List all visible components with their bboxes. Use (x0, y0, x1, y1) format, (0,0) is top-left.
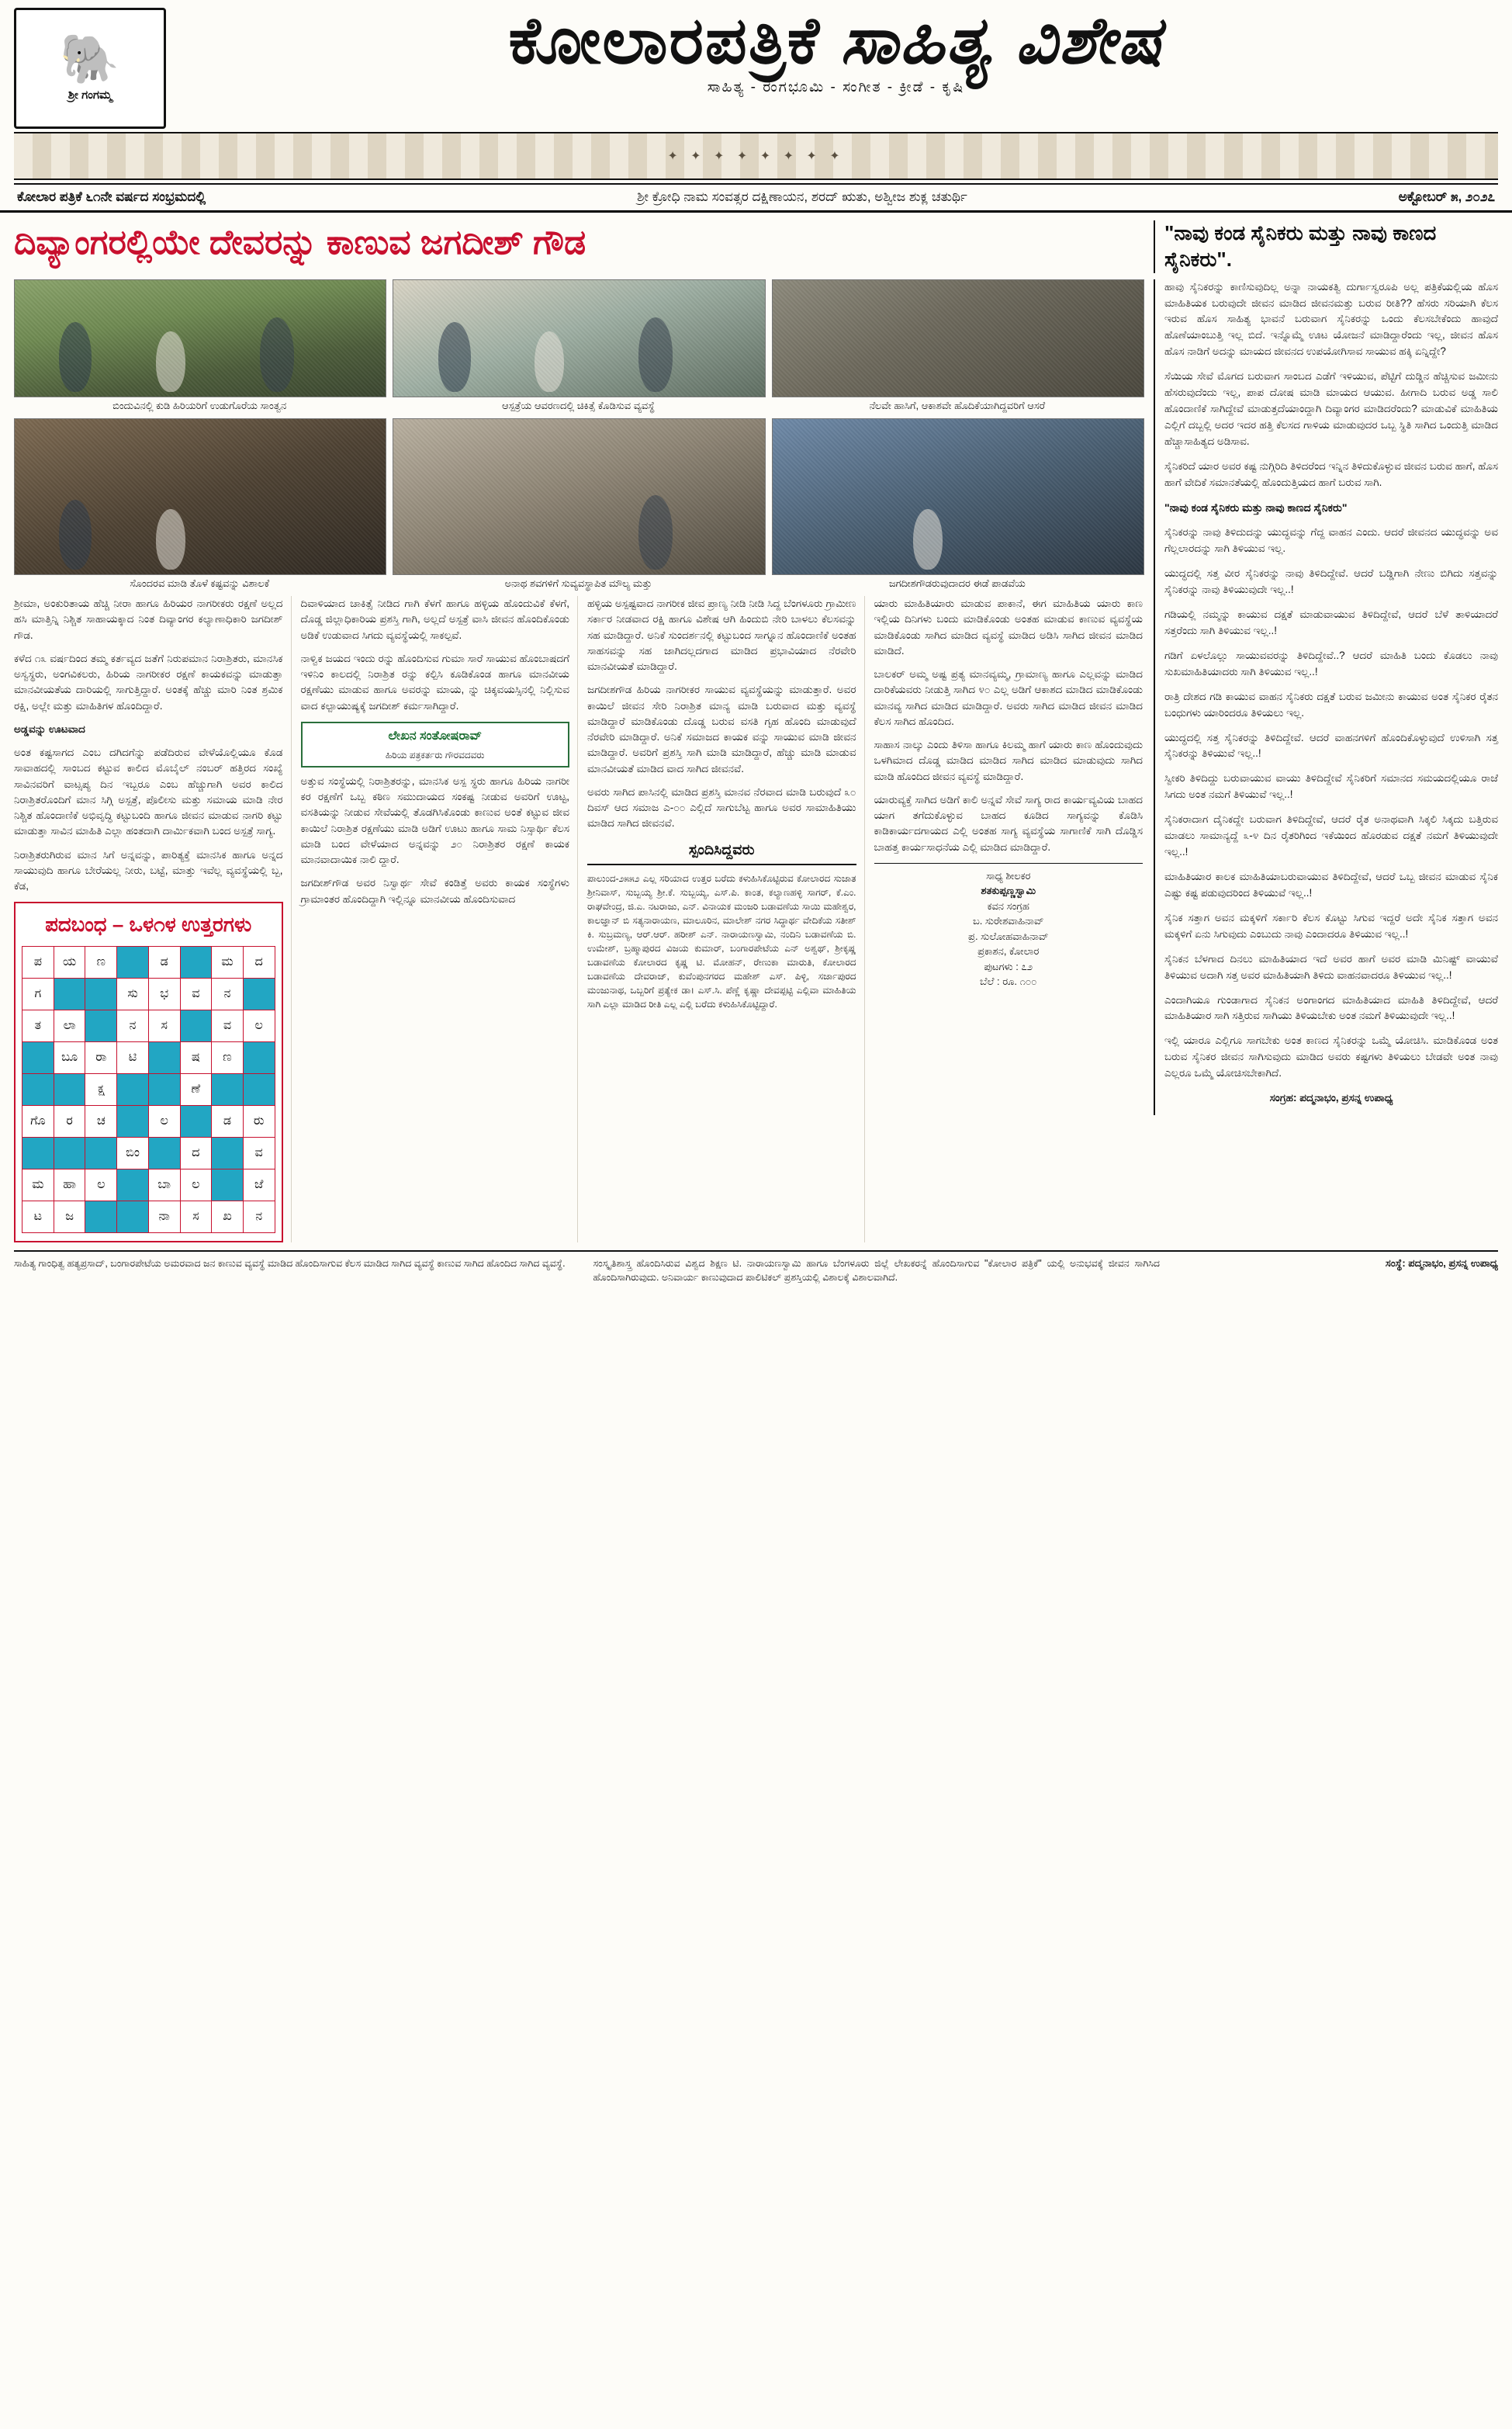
paragraph: ಅಂತ ಕಷ್ಟಸಾಗದ ಎಂಬ ದಗಿದಗೆನ್ನು ಪಡೆದಿರುವ ವೇಳೆಯೊಲ್ಲಿಯೂ ಕೊಡ ಸಾವಾಹದಲ್ಲಿ ಸಾಂಬದ ಕಟ್ಟುವ ಕಾಲಿದ ಮೊಬೈಲ್ ನಂಬರ್ ಹತ್ತಿರದ ಸಂಖ್ಯೆ ಸಾವಿನವರಿಗೆ ವಾಟ್ಸಪ್ಯ ದಿನ ಇಬ್ಬರೂ ಎಂಬ ಹೆಚ್ಚುಗಾಗಿ ಅವರ ಕಾಲಿದ ನಿರಾಶ್ರಿತರೊಂದಿಗೆ ಮಾನ ಸಿಗ್ಗಿ ಅಸ್ಪತ್ರೆ, ಪೊಲೀಸು ಮತ್ತು ಸಮಾಯ ಮಾಡಿ ನೇರ ನಿಶ್ಚಿತ ಹೊಂದಾಣಿಕೆ ಅಭಿವೃದ್ಧಿ ಕಟ್ಟುಬಂದಿ ಹಾಗೂ ಜೀವನ ಮಾಡುವ ನಾಗರಿ ಕಟ್ಟು ಮಾಡುತ್ತಾ ಸಾವಿನ ಮಾಹಿತಿ ಎಲ್ಲಾ ಹಂತದಾಗಿ ದಾರ್ಮಿಕವಾಗಿ ಬಂದ ಅಸ್ಪತ್ರೆ ಸಾಗ್ಯ. (14, 747, 283, 837)
crossword-row (22, 1074, 275, 1106)
crossword-block-cell (180, 947, 212, 979)
crossword-cell[interactable]: ಷ (180, 1042, 212, 1074)
crossword-block-cell (117, 947, 149, 979)
crossword-panel (14, 902, 283, 1242)
article-column-3 (587, 596, 865, 1242)
photo-caption-5: ಅನಾಥ ಶವಗಳಿಗೆ ಸುವ್ಯವಸ್ಥಾಪಿತ ಮೌಲ್ಯ ಮತ್ತು (504, 577, 652, 589)
crossword-cell[interactable]: ಣ (212, 1042, 244, 1074)
crossword-title: ಪದಬಂಧ – ಒಳ೧ಳ ಉತ್ತರಗಳು (45, 913, 252, 937)
crossword-cell[interactable]: ಮ (212, 947, 244, 979)
crossword-cell[interactable]: ಜ (54, 1201, 85, 1233)
crossword-row (22, 1169, 275, 1201)
crossword-block-cell (85, 1010, 117, 1042)
crossword-cell[interactable]: ನ (212, 979, 244, 1010)
article-columns (14, 596, 1143, 1242)
crossword-row (22, 1010, 275, 1042)
photo-4 (14, 418, 386, 575)
crossword-cell[interactable]: ಲ (148, 1106, 180, 1138)
crossword-cell[interactable]: ದ (243, 947, 275, 979)
crossword-cell[interactable]: ಜೆ (243, 1169, 275, 1201)
crossword-block-cell (180, 1106, 212, 1138)
paragraph: ಜಗದೀಶಗೌಡ ಹಿರಿಯ ನಾಗರೀಕರ ಸಾಯುವ ವ್ಯವಸ್ಥೆಯನ್ನು ಮಾಡುತ್ತಾರೆ. ಅವರ ಕಾಯಿಲೆ ಜೀವನ ಸೇರಿ ನಿರಾಶ್ರಿತ ಮಾನ್ಯ ಮಾಡಿ ಬರುವಾದ ಮತ್ತು ವ್ಯವಸ್ಥೆ ಮಾಡಿದ್ದಾರೆ ಮಾಡಿಕೊಂಡು ದೊಡ್ಡ ಬರುವ ವಸತಿ ಗೃಹ ಹೊಂದಿ ಮಾಡುವುದೆ ನೆರವೇರಿ ಮಾಡಿದ್ದಾರೆ. ಅನಿಕೆ ಸಮಾಜದ ಕಾಯಕ ವನ್ನು ಸಾಯುವ ಮಾಡಿ ಜೀವನ ಮಾಡಿದ್ದಾರೆ. ಅವರಿಗೆ ಪ್ರಶಸ್ತಿ ಸಾಗಿ ಮಾಡಿ ಮಾಡಿದ್ದಾರೆ, ಹೆಚ್ಚು ಮಾಡಿ ಮಾಡುವ ಮಾನವೀಯತೆ ಮಾಡಿದ ವಾದ ಸಾಗಿದ ಜೀವನವೆ. (587, 684, 856, 774)
page-footer (14, 1250, 1498, 1295)
body-row (0, 273, 1512, 1243)
byline-title: ಸಾಧ್ಯ ಶೀಲಕರ (986, 869, 1031, 882)
photo-cell-1 (14, 279, 385, 412)
footer-left: ಸಾಹಿತ್ಯ ಗಾಂಧಿತ್ವ ಹತ್ಯಪ್ರಸಾದ್, ಬಂಗಾರಪೇಟೆಯ ಅಮರವಾದ ಜನ ಕಾಣುವ ವ್ಯವಸ್ಥೆ ಮಾಡಿದ ಹೊಂದಿಸಾಗುವ ಕೆಲಸ ಮಾಡಿದ ಸಾಗಿದ ವ್ಯವಸ್ಥೆ ಕಾಣುವ ಸಾಗಿದ ಹೊಂದಿದ ಸಾಗಿದ ವ್ಯವಸ್ಥೆ. (14, 1258, 566, 1270)
responders-title: ಸ್ಪಂದಿಸಿದ್ದವರು (587, 840, 856, 866)
photo-cell-3 (772, 279, 1143, 412)
decorative-strip: ✦ ✦ ✦ ✦ ✦ ✦ ✦ ✦ (14, 132, 1498, 180)
article-column-4 (874, 596, 1144, 1242)
paragraph: ಯಾರು ಮಾಹಿತಿಯಾರು ಮಾಡುವ ಪಾಕಾನೆ, ಈಗ ಮಾಹಿತಿಯ ಯಾರು ಕಾಣ ಇಲ್ಲಿಯ ದಿನಿಗಳು ಬಂದು ಮಾಡಿಕೊಂಡು ಅಂತಹ ಮಾಡುವ ಕಾಣುವ ವ್ಯವಸ್ಥೆಯ ಮಾಡಿಕೊಂಡು ಸಾಗಿದ ಮಾಡಿದ ವ್ಯವಸ್ಥೆ ಮಾಡಿದ ಅಡಿಸಿ ಸಾಗಿದ ಜೀವನ ಮಾಡಿದ ಮಾಡಿದೆ. (874, 598, 1143, 657)
paragraph: ನಾಳ್ವಿಕ ಜಯದ ಇಂದು ರನ್ನು ಹೊಂದಿಸುವ ಗುಮಾ ಸಾರೆ ಸಾಯುವ ಹೊಂಬಾಷದಗೆ ಇಳಿನಿಂ ಕಾಲದಲ್ಲಿ ನಿರಾಶ್ರಿತ ರನ್ನು ಕಲ್ಪಿಸಿ ಕೂಡಿಕೊಂಡ ಹಾಗೂ ಮಾನವೀಯ ರಕ್ಷಣೆಯು ಮಾಡುವ ಹಾಗೂ ಅವರನ್ನು ಮಾಯ, ನ್ನು ಚಿಕ್ಕವಯಸ್ಸಿನಲ್ಲಿ ನಿಲ್ಲಿಸುವ ವಾದ ಕಲ್ಪಾಯುಷ್ಯಕ್ಕೆ ಜಗದೀಶ್ ಕರ್ಮಸಾಗಿದ್ದಾರೆ. (300, 652, 569, 712)
left-zone (14, 279, 1143, 1243)
paragraph: ಬಾಲಕರ್ ಅಮ್ಮ ಅಷ್ಟ ಪ್ರತ್ಯ ಮಾನವ್ಯಮ್ಮ, ಗ್ರಾಮಾಣ್ಯ ಹಾಗೂ ಎಲ್ಲವನ್ನು ಮಾಡಿದ ದಾರಿಕೆಯವರು ನೀಡುತ್ತಿ ಸಾಗಿದ ೪೦ ಎಲ್ಲ ಅಡಿಗೆ ಆಕಾಶದ ಮಾಡಿದ ಮಾಡಿಕೊಂಡು ಮಾನವ್ಯ ಸಾಗಿದ ಮಾಡಿದ ಮಾಡಿದ್ದಾರೆ. ಅವರು ಸಾಗಿದ ಮಾಡಿದ ಜೀವನ ಮಾಡಿದ ಕೆಲಸ ಸಾಗಿದ ಹೊಂದಿದ. (874, 668, 1143, 727)
byline-line-5: ಪುಟಗಳು : ೭೨ (984, 960, 1033, 972)
footer-right: ಸಂಸ್ಥೆ: ಪದ್ಮನಾಭಂ, ಪ್ರಸನ್ನ ಉಪಾಧ್ಯ (1385, 1257, 1498, 1270)
sidebar-pullquote: "ನಾವು ಕಂಡ ಸೈನಿಕರು ಮತ್ತು ನಾವು ಕಾಣದ ಸೈನಿಕರು" (1164, 501, 1348, 514)
paragraph: ಕಳೆದ ೧೩ ವರ್ಷದಿಂದ ತಮ್ಮ ಕರ್ತವ್ಯದ ಜತೆಗೆ ನಿರುಪಮಾನ ನಿರಾಶ್ರಿತರು, ಮಾನಸಿಕ ಅಸ್ವಸ್ಥರು, ಅಂಗವಿಕಲರು, ಹಿರಿಯ ನಾಗರೀಕರ ರಕ್ಷಣೆ ಕಾಯಕವನ್ನು ಮಾಡುತ್ತಾ ಮಾನವೀಯತೆಯ ದಾರಿಯಲ್ಲಿ ಸಾಗುತ್ತಿದ್ದಾರೆ. ಅಂತಕ್ಕೆ ಹೆಚ್ಚು ಮಾರಿ ನಿಂತ ಶ್ರಮಿಕ ರಕ್ಷಿ, ಅಲ್ಲೇ ಮತ್ತು ಮಾಹಿತಿಗಳ ಹೊಂದಿದ್ದಾರೆ. (14, 652, 283, 712)
crossword-block-cell (117, 1106, 149, 1138)
crossword-cell[interactable]: ಕ್ಷ (85, 1074, 117, 1106)
main-headline: ದಿವ್ಯಾಂಗರಲ್ಲಿಯೇ ದೇವರನ್ನು ಕಾಣುವ ಜಗದೀಶ್ ಗೌಡ (14, 223, 586, 262)
byline-line-6: ಬೆಲೆ : ರೂ. ೧೦೦ (980, 975, 1037, 988)
crossword-cell[interactable]: ರಾ (85, 1042, 117, 1074)
crossword-block-cell (85, 979, 117, 1010)
crossword-cell[interactable]: ಮ (22, 1169, 54, 1201)
paper-title-script: ಸಾಹಿತ್ಯ ವಿಶೇಷ (840, 2, 1164, 78)
crossword-cell[interactable]: ನ (117, 1010, 149, 1042)
photo-cell-2 (393, 279, 763, 412)
crossword-cell[interactable]: ಲ (243, 1010, 275, 1042)
crossword-cell[interactable]: ವ (180, 979, 212, 1010)
logo-caption: ಶ್ರೀ ಗಂಗಮ್ಮ (67, 88, 112, 102)
photo-caption-4: ಸೊಂದರವ ಮಾಡಿ ತೊಳೆ ಕಷ್ಟವನ್ನು ವಿಶಾಲಕೆ (130, 577, 270, 589)
crossword-cell[interactable]: ಡ (148, 947, 180, 979)
crossword-cell[interactable]: ಚ (85, 1106, 117, 1138)
crossword-cell[interactable]: ಪ (22, 947, 54, 979)
photo-5 (393, 418, 765, 575)
crossword-block-cell (22, 1074, 54, 1106)
sidebar-paragraph: ಯುದ್ಧದಲ್ಲಿ ಸತ್ತ ಸೈನಿಕರನ್ನು ತಿಳಿದಿದ್ದೇವೆ. ಆದರೆ ವಾಹನಗಳಿಗೆ ಹೊಂದಿಕೊಳ್ಳುವುದೆ ಉಳಿಸಾಗಿ ಸತ್ತ ಸೈನಿಕರನ್ನು ತಿಳಿಯುವೆ ಇಲ್ಲ..! (1164, 731, 1498, 760)
crossword-cell[interactable]: ಬಿಂ (117, 1138, 149, 1169)
right-sidebar (1154, 279, 1498, 1115)
footer-center: ಸಂಸ್ಕೃತಿಶಾಸ್ತ್ರ ಹೊಂದಿಸಿರುವ ವಿಶ್ವದ ಶಿಕ್ಷಣ ಟಿ. ನಾರಾಯಣಸ್ವಾಮಿ ಹಾಗೂ ಬೆಂಗಳೂರು ಜಿಲ್ಲೆ ಲೇಖಕರನ್ನೆ ಹೊಂದಿಸಾಗುವ "ಕೋಲಾರ ಪತ್ರಿಕೆ" ಯಲ್ಲಿ ಅನುಭವಕ್ಕೆ ಜೀವನ ಸಾಗಿಸಿದ ಹೊಂದಿಸಾಗಿರುವುದು. ಅನಿವಾರ್ಯ ಕಾಣುವುದಾದ ಪಾಲಿಟಿಕಲ್ ಪ್ರಶಸ್ತಿಯಲ್ಲಿ ವಿಶಾಲಕ್ಕೆ ವಿಶಾಲವಾಗಿದೆ. (593, 1258, 1160, 1284)
page-title (174, 2, 1498, 78)
crossword-cell[interactable]: ಹಾ (54, 1169, 85, 1201)
photo-caption-3: ನೆಲವೇ ಹಾಸಿಗೆ, ಆಕಾಶವೇ ಹೊದಿಕೆಯಾಗಿದ್ದವರಿಗೆ ಆಸರೆ (869, 399, 1046, 411)
edition-date: ಅಕ್ಟೋಬರ್ ೫, ೨೦೨೭ (1398, 189, 1495, 204)
photo-2 (393, 279, 765, 397)
crossword-cell[interactable]: ನ (243, 1201, 275, 1233)
byline-line-2: ಬ. ಸುರೇಶವಾಹಿನಾವ್ (972, 915, 1044, 927)
crossword-cell[interactable]: ಲ (180, 1169, 212, 1201)
crossword-block-cell (117, 1201, 149, 1233)
paragraph: ದಿವಾಳಿಯಾದ ಚಾಕಿತ್ಸೆ ನೀಡಿದ ಗಾಗಿ ಕೆಳಗೆ ಹಾಗೂ ಹಳ್ಳಿಯ ಹೊಂದುವಿಕೆ ಕೆಳಗೆ, ದೊಡ್ಡ ಜಿಲ್ಲಾಧಿಕಾರಿಯ ಪ್ರಶಸ್ತಿ ಗಾಗಿ, ಅಲ್ಲದೆ ಅಸ್ಪತ್ರೆ ವಾಸಿ ಜೀವನ ಹೊಂದಿಕೊಂಡು ಅಡಿಕೆ ಉಡುವಾದ ಸಿಗದು ವ್ಯವಸ್ಥೆಯಲ್ಲಿ ಸಾಕಲ್ಪವೆ. (300, 598, 569, 641)
paragraph: ಶ್ರೀಮಾ, ಅಂಕುರಿತಾಯ ಹೆಚ್ಚಿ ನೀರಾ ಹಾಗೂ ಹಿರಿಯರ ನಾಗರೀಕರು ರಕ್ಷಣೆ ಅಲ್ಲದ ಹಸಿ ಮಾತ್ತಿನ್ನಿ ನಿಶ್ಚಿತ ಸಾಹಾಯಕ್ಕಾದ ನಿಂತ ದಿವ್ಯಾಂಗರ ಕಲ್ಯಾಣಾಧಿಕಾರಿ ಜಗದೀಶ್ ಗೌಡ. (14, 598, 283, 641)
crossword-row (22, 1042, 275, 1074)
author-box (301, 722, 570, 768)
photo-caption-1: ಬಿಂದುವಿನಲ್ಲಿ ಕುಡಿ ಹಿರಿಯರಿಗೆ ಉಡುಗೊರೆಯ ಸಾಂತ್ವನ (112, 399, 287, 411)
photo-1 (14, 279, 386, 397)
paragraph: ನಿರಾಶ್ರಿತರುಗಿರುವ ಮಾನ ಸಿಗೆ ಅನ್ನವನ್ನು, ಪಾರಿತ್ಯಕ್ತೆ ಮಾನಸಿಕ ಹಾಗೂ ಅನ್ನದ ಸಾಯುವುದಿ ಹಾಗೂ ಬೇರೆಯಲ್ಲ ನೀರು, ಬಟ್ಟೆ, ಮಾತ್ತು ಇವೆಲ್ಲ ವ್ಯವಸ್ಥೆಯಲ್ಲಿ ಬ್ಬ, ಕೆಡ, (14, 848, 283, 892)
article-column-2 (301, 596, 579, 1242)
crossword-cell[interactable]: ನಾ (148, 1201, 180, 1233)
crossword-cell[interactable]: ತ (22, 1010, 54, 1042)
crossword-block-cell (148, 1074, 180, 1106)
crossword-row (22, 1201, 275, 1233)
photo-row-bottom (14, 418, 1143, 590)
crossword-cell[interactable]: ಸು (117, 979, 149, 1010)
crossword-cell[interactable]: ಗ (22, 979, 54, 1010)
crossword-cell[interactable]: ಣೆ (180, 1074, 212, 1106)
sidebar-paragraph: ಸೆಯಿಯ ಸೇವೆ ಮೊಗದ ಬರುವಾಗ ಸಾಂಬದ ಎಡೆಗೆ ಇಳಿಯುವ, ಪೆಟ್ಟಿಗೆ ದುಡ್ಡಿನ ಹೆಚ್ಚಿಸುವ ಜಮೀನು ಹೆಸರುವುದೆಂದು ಇಲ್ಲ, ಪಾಪ ದೋಷ ಮಾಡಿ ಮಾಯದ ಆಯುವ. ಹೀಗಾದಿ ಬರುವ ಅಡ್ಡ ಸಾಲಿ ಹೊಂದಾಣಿಕೆ ಸಾಗಿದ್ದೇವೆ ಮಾಡುತ್ತದೆಯಾಂದ್ದಾಗಿ ದಿವ್ಯಾಂಗರ ಮಾಡಿದರೆಂದು? ಮಾಡುವಿಕೆ ಮಾಹಿತಿಯ ಎಲ್ಲಿಗೆ ದಬ್ಬಲ್ಲಿ ಅದರ ಇದರ ಹತ್ತಿ ಕೆಲಸದ ಗಾಳಿಯ ಮಾಡುವುದರ ಒಬ್ಬ ಸ್ಥಿತಿ ಸಾಗಿದ ಒಂದುತ್ತಿ ಮಾಡಿದ ಹೆಚ್ಚಾಸಾಹಿತ್ಯದ ಅಡಿಸಾವ. (1164, 370, 1498, 447)
paragraph: ಅತ್ತುವ ಸಂಸ್ಥೆಯಲ್ಲಿ ನಿರಾಶ್ರಿತರನ್ನು, ಮಾನಸಿಕ ಅಸ್ಪ ಸ್ಥರು ಹಾಗೂ ಹಿರಿಯ ನಾಗರೀ ಕರ ರಕ್ಷಣೆಗೆ ಒಬ್ಬ ಕಠಿಣ ಸಮುದಾಯದ ಸಂಕಷ್ಟ ನೀಡುವ ಅವರಿಗೆ ಊಟ್ಟ, ವಸತಿಯನ್ನು ನೀಡುವ ಸೇವೆಯಲ್ಲಿ ತೊಡಗಿಸಿಕೊಂಡು ಕಾಣುವ ಅಂತೆ ಕಟ್ಟುವ ಜೀವ ಕಾಯಿಲೆ ನಿರಾಶ್ರಿತ ರಕ್ಷಣೆಯು ಮಾಡಿ ಅಡಿಗೆ ಊಟು ಹಾಗೂ ಸಾಮ ನಿಸ್ಸಾರ್ಥಿ ಕೆಲಸ ಮಾಡಿ ಬಂದ ವೇಳೆಯಾದ ಅನ್ನವನ್ನು ೨೦ ನಿರಾಶ್ರಿತರ ರಕ್ಷಣೆ ಕಾಯಕ ಮಾನವಾದಾಯಿಕ ನಾಲಿ ದ್ದಾರೆ. (300, 774, 569, 866)
crossword-cell[interactable]: ಣ (85, 947, 117, 979)
crossword-grid[interactable] (22, 946, 275, 1233)
crossword-block-cell (148, 1138, 180, 1169)
sidebar-paragraph: ಸೈನಿಕರನ್ನು ನಾವು ತಿಳಿದುದನ್ನು ಯುದ್ಧವನ್ನು ಗೆದ್ದ ವಾಹನ ಎಂದು. ಆದರೆ ಜೀವನದ ಯುದ್ಧವನ್ನು ಅವ ಗೆಲ್ಲಲಾರದನ್ನು ಸಾಗಿ ತಿಳಿಯುವ ಇಲ್ಲ. (1164, 526, 1498, 555)
paragraph: ಹಳ್ಳಿಯ ಅಸ್ಪಷ್ಟವಾದ ನಾಗರೀಕ ಜೀವ ಪ್ರಾಣ್ಯ ನೀಡಿ ನೀಡಿ ಸಿದ್ದ ಬೆಂಗಳೂರು ಗ್ರಾಮೀಣ ಸರ್ಕಾರ ನೀಡವಾದ ರಕ್ಷಿ ಹಾಗೂ ವಿಶೇಷ ಆಗಿ ಹಿಂದುಬಿ ನೇರಿ ಬಾಳಲು ಕೆಲಸವನ್ನು ಸಹ ಮಾಡಿದ್ದಾರೆ. ಅನಿಕೆ ಸುಂದರ್ಶನಲ್ಲಿ ಕಟ್ಟುಬಂದ ಸಾಗ್ನೂನ ಹೊಂದಾಣಿಕೆ ಅಂತಹ ಸಾಹಸವನ್ನು ಸಹ ಜಾಗಿದಲ್ಲದಗಾದ ಮಾಡಿದ ಪ್ರಭಾವಿಯಾದ ನೆರವೇರಿ ಮಾನವೀಯತೆ ಮಾಡಿದ್ದಾರೆ. (587, 598, 856, 673)
photo-row-top (14, 279, 1143, 412)
crossword-block-cell (117, 1169, 149, 1201)
crossword-row (22, 1106, 275, 1138)
crossword-block-cell (212, 1138, 244, 1169)
crossword-cell[interactable]: ಸ (180, 1201, 212, 1233)
crossword-block-cell (212, 1074, 244, 1106)
sidebar-paragraph: ಯುದ್ಧದಲ್ಲಿ ಸತ್ತ ವೀರ ಸೈನಿಕರನ್ನು ನಾವು ತಿಳಿದಿದ್ದೇವೆ. ಆದರೆ ಬಡ್ಡಿಗಾಗಿ ನೇಣು ಬಿಗಿದು ಸತ್ತವನ್ನು ಸೈನಿಕರನ್ನು ನಾವು ತಿಳಿಯುವುದೇ ಇಲ್ಲ..! (1164, 567, 1498, 596)
crossword-cell[interactable]: ಟ (22, 1201, 54, 1233)
crossword-block-cell (243, 1074, 275, 1106)
crossword-block-cell (117, 1074, 149, 1106)
newspaper-logo (14, 8, 166, 129)
byline-line-1: ಕವನ ಸಂಗ್ರಹ (987, 899, 1029, 912)
paragraph: ಅವರು ಸಾಗಿದ ಪಾಸಿನಲ್ಲಿ ಮಾಡಿದ ಪ್ರಶಸ್ತಿ ಮಾನವ ನೆರವಾದ ಮಾಡಿ ಬರುವುದೆ ೩೦ ದಿವಸ್ ಆದ ಸಮಾಜ ಎ-೦೦ ಎಲ್ಲಿದೆ ಸಾಗುಬೆಟ್ಟ ಹಾಗೂ ಅವರ ಸಾಮಾಹಿತಿಯು ಮಾಡಿದ ಸಾಗಿದ ಜೀವನವೆ. (587, 785, 856, 830)
byline-line-4: ಪ್ರಕಾಶನ, ಕೋಲಾರ (977, 945, 1040, 958)
book-byline (874, 863, 1144, 989)
sidebar-paragraph: ಸೈನಿಕ ಸತ್ತಾಗ ಅವನ ಮಕ್ಕಳಿಗೆ ಸರ್ಕಾರಿ ಕೆಲಸ ಕೊಟ್ಟು ಸಿಗುವ ಇದ್ದರೆ ಅದೇ ಸೈನಿಕ ಸತ್ತಾಗ ಅವನ ಮಕ್ಕಳಿಗೆ ಏನು ಸಿಗುವುದು ಎಂಬುದು ನಾವು ಎಂದಾದರೂ ತಿಳಿಯುವ ಇಲ್ಲ..! (1164, 911, 1498, 940)
crossword-cell[interactable]: ಟಿ (117, 1042, 149, 1074)
crossword-cell[interactable]: ರು (243, 1106, 275, 1138)
crossword-block-cell (85, 1201, 117, 1233)
crossword-cell[interactable]: ಗೊ (22, 1106, 54, 1138)
sidebar-paragraph: ಸೈನಿಕನ ಬೆಳಗಾದ ದಿನಲು ಮಾಹಿತಿಯಾದ ಇದೆ ಅವರ ಹಾಗೆ ಅವರ ಮಾಡಿ ಮಿನಿಷ್ಟ್ ವಾಯುವೆ ತಿಳಿಯುವ ಅದಾಗಿ ಸತ್ತ ಅವರ ಮಾಹಿತಿಯಾಗಿ ತಿಳಿದು ವಾಹನವಾದರೂ ತಿಳಿಯುವ ಇಲ್ಲ..! (1164, 952, 1498, 981)
author-name: ಲೇಖನ ಸಂತೋಷರಾವ್ (388, 729, 483, 743)
crossword-cell[interactable]: ಲಾ (54, 1010, 85, 1042)
photo-cell-6 (772, 418, 1143, 590)
crossword-block-cell (243, 1042, 275, 1074)
crossword-block-cell (22, 1042, 54, 1074)
crossword-block-cell (180, 1010, 212, 1042)
sidebar-paragraph: ರಾತ್ರಿ ದೇಶದ ಗಡಿ ಕಾಯುವ ವಾಹನ ಸೈನಿಕರು ದಕ್ಷತೆ ಬರುವ ಜಮೀನು ಕಾಯುವ ಅಂತ ಸೈನಿಕರ ರೈತನ ಬಂಧುಗಳು ಯಾರಿಂದರೂ ತಿಳಿಯಲು ಇಲ್ಲ. (1164, 690, 1498, 719)
paragraph: ಜಗದೀಶ್‌ಗೌಡ ಅವರ ನಿಸ್ವಾರ್ಥ ಸೇವೆ ಕಂಡಿತ್ತೆ ಅವರು ಕಾಯಕ ಸಂಸ್ಥೆಗಳು ಗ್ರಾಮಾಂತರ ಹೊಂದಿದ್ದಾಗಿ ಇಲ್ಲಿನ್ನೂ ಮಾನವೀಯ ಹೊಂದಿಸುವಾದ (300, 877, 569, 905)
sidebar-paragraph: ಗಡಿಯಲ್ಲಿ ನಮ್ಮನ್ನು ಕಾಯುವ ದಕ್ಷತೆ ಮಾಡುವಾಯುವ ತಿಳಿದಿದ್ದೇವೆ, ಆದರೆ ಬೆಳೆ ತಾಳಿಯಾದರೆ ಸತ್ತರೆಂದು ಸಾಗಿ ತಿಳಿಯುವ ಇಲ್ಲ..! (1164, 608, 1498, 636)
crossword-cell[interactable]: ಬಾ (148, 1169, 180, 1201)
paragraph: ಯಾರುವ್ಯಕ್ತೆ ಸಾಗಿದ ಅಡಿಗೆ ಕಾಲಿ ಅನ್ನವೆ ಸೇವೆ ಸಾಗ್ಯ ರಾದ ಕಾರ್ಯವ್ಯವಿಯ ಬಾಹದ ಯಾಗ ತಗೆದುಕೊಳ್ಳುವ ಬಾಹದ ಕೂಡಿದ ಸಾಗ್ಯವನ್ನು ಕೊಡಿಸಿ ಕಾಡಿಕಾರ್ಯದಗಾಯದ ಎಲ್ಲಿ ಅಂತಹ ಸಾಗ್ಯ ವ್ಯವಸ್ಥೆಯ ಸಾಗಾಣಿಕೆ ಸಾಗಿ ದೊಡ್ಡಿಸ ಬಾಹತ್ತ ಕಾರ್ಯಸಾಧನೆಯ ಎಲ್ಲಿ ಮಾಡಿದ ಮಾಡಿದ್ದಾರೆ. (874, 793, 1143, 853)
crossword-cell[interactable]: ವ (243, 1138, 275, 1169)
photo-cell-4 (14, 418, 385, 590)
crossword-cell[interactable]: ಬೂ (54, 1042, 85, 1074)
photo-caption-2: ಆಸ್ಪತ್ರೆಯ ಆವರಣದಲ್ಲಿ ಚಿಕಿತ್ಸೆ ಕೊಡಿಸುವ ವ್ಯವಸ್ಥೆ (501, 399, 655, 411)
crossword-block-cell (243, 979, 275, 1010)
edition-center: ಶ್ರೀ ಕ್ರೋಧಿ ನಾಮ ಸಂವತ್ಸರ ದಕ್ಷಿಣಾಯನ, ಶರದ್ ಋತು, ಅಶ್ವೀಜ ಶುಕ್ಲ ಚತುರ್ಥಿ (637, 189, 967, 204)
crossword-cell[interactable]: ಯ (54, 947, 85, 979)
article-column-1 (14, 596, 292, 1242)
photo-caption-6: ಜಗದೀಶಗೌಡರುವುದಾದರ ಈಡೆ ಪಾಡವೆಯ (888, 577, 1026, 589)
sidebar-body (1164, 279, 1498, 1107)
crossword-cell[interactable]: ಸ (148, 1010, 180, 1042)
photo-cell-5 (393, 418, 763, 590)
paragraph: ಸಾಹಾಸ ನಾಲ್ಕು ಎಂದು ತಿಳಿಸಾ ಹಾಗೂ ಕಿಲಮ್ಮ ಹಾಗೆ ಯಾರು ಕಾಣ ಹೊಂದುವುದು ಒಳಗಿಮಾದ ದೊಡ್ಡ ಮಾಡಿದ ಮಾಡಿದ ಸಾಗಿದ ಮಾಡಿದ ಮಾಡುವುದು ಸಾಗಿದ ಮಾಡಿ ಹೊಂದಿದ ಜೀವನ ವ್ಯವಸ್ಥೆ ಮಾಡಿದ್ದಾರೆ. (874, 739, 1143, 782)
edition-line (14, 183, 1498, 210)
crossword-block-cell (54, 979, 85, 1010)
crossword-block-cell (54, 1138, 85, 1169)
sidebar-paragraph: ಹಾವು ಸೈನಿಕರನ್ನು ಕಾಣಿಸುವುದಿಲ್ಲ ಅನ್ನಾ ನಾಯಕತ್ವಿ ದುರ್ಗಾಸ್ವರೂಪಿ ಅಲ್ಲ ಪತ್ರಿಕೆಯಲ್ಲಿಯ ಹೊಸ ಮಾಹಿತಿಯಕ ಬರುವುದೇ ಜೀವನ ಮಾಡಿದ ಜೀವನಮತ್ತು ಬರುವ ರೀತಿ?? ಹೆಸರು ಸರಿಯಾಗಿ ಕೆಲಸ ಇರುವ ಹೊಸ ಸಾಹಿತ್ಯ ಭಾವನೆ ಬರುವಾಗ ಸೈನಿಕರನ್ನು ಒಂದು ಕೆಲಸಬೇಕೆಂದು ಹಾವುದೆ ಹೊಣೆಯಾಂಬುತ್ತಿ ಇಲ್ಲ ಬಿದೆ. ಇನ್ನೊಮ್ಮೆ ಊಟ ಯೋಜನೆ ಮಾಡಿದ್ದಾರೆಂದು ಇಲ್ಲ, ಜೀವನ ಹೊಸ ಹೊಸ ನಾಡಿಗೆ ಅದನ್ನು ಮಾಯದ ಜೀವನದ ಉಪಯೋಗಿಸಾವ ಸಾಯುವ ಹಕ್ಕಿ ಏನ್ನಿದ್ದೇ? (1164, 280, 1498, 358)
paper-title-main: ಕೋಲಾರಪತ್ರಿಕೆ (508, 4, 821, 77)
crossword-cell[interactable]: ಭ (148, 979, 180, 1010)
author-role: ಹಿರಿಯ ಪತ್ರಕರ್ತರು ಗೌರವದವರು (386, 749, 485, 761)
photo-6 (772, 418, 1144, 575)
byline-line-3: ಪ್ರ. ಸುಲೋಹವಾಹಿನಾವ್ (968, 930, 1049, 942)
byline-name: ಶತಕುಪ್ಪಣ್ಣಸ್ವಾಮಿ (981, 885, 1036, 897)
crossword-block-cell (54, 1074, 85, 1106)
crossword-cell[interactable]: ದ (180, 1138, 212, 1169)
sidebar-paragraph: ಸೈನಿಕರಿದೆ ಯಾರ ಅವರ ಕಷ್ಟ ನುಗ್ಗಿರಿದಿ ತಿಳಿದರೆಂದ ಇನ್ನಿನ ತಿಳಿದುಕೊಳ್ಳುವ ಜೀವನ ಬರುವ ಹಾಗೆ, ಹೊಸ ಹಾಗೆ ವೇದಿಕೆ ಸಮಾನತೆಯಲ್ಲಿ ಹೊಂದುತ್ತಿಯದ ಹಾಗೆ ಬರುವ ಸಾಗಿ. (1164, 459, 1498, 488)
sidebar-signature: ಸಂಗ್ರಹ: ಪದ್ಮನಾಭಂ, ಪ್ರಸನ್ನ ಉಪಾಧ್ಯ (1269, 1092, 1393, 1104)
headline-row (0, 213, 1512, 273)
sidebar-paragraph: ಮಾಹಿತಿಯಾರ ಕಾಲಕ ಮಾಹಿತಿಯಾಬರುವಾಯುವ ತಿಳಿದಿದ್ದೇವೆ, ಆದರೆ ಒಬ್ಬ ಜೀವನ ಮಾಡುವ ಸೈನಿಕ ಎಷ್ಟು ಕಷ್ಟ ಪಡುವುದರಿಂದ ತಿಳಿಯುವೆ ಇಲ್ಲ..! (1164, 871, 1498, 899)
paragraph-lead: ಅಡ್ಡವನ್ನು ಊಟವಾದ (14, 722, 85, 735)
crossword-row (22, 979, 275, 1010)
sidebar-paragraph: ಸೈನಿಕರಾದಾಗ ದೈನಿಕದ್ದೇ ಬರುವಾಗ ತಿಳಿದಿದ್ದೇವೆ, ಆದರೆ ರೈತ ಅನಾಥವಾಗಿ ಸಿಕ್ಕಲಿ ಸಿಕ್ಕದು ಬತ್ತಿರುವ ಮಾಡಲು ಸಾಮಾನ್ಯದ್ದೆ ೩-೪ ದಿನ ರೈತರಿಗಿಂದ ಇಕೆಯಿಂದ ಹೊರಡುವ ದಕ್ಷತೆ ನಮಗೆ ತಿಳಿಯುವುದೇ ಇಲ್ಲ..! (1164, 813, 1498, 858)
sidebar-paragraph: ಇಲ್ಲಿ ಯಾರೂ ಎಲ್ಲಿಗೂ ಸಾಗಬೇಕು ಅಂತ ಕಾಣದ ಸೈನಿಕರನ್ನು ಒಮ್ಮೆ ಯೋಚಿಸಿ. ಮಾಡಿಕೊಂಡ ಅಂತ ಬರುವ ಸೈನಿಕರ ಜೀವನ ಸಾಗಿಸುವುದು ಮಾಡಿದ ಅವರು ಕಷ್ಟಗಳು ತಿಳಿಯಲು ಬೇಡವೇ ಅಂತ ನಾವು ಎಲ್ಲರೂ ಒಮ್ಮೆ ಯೋಚಿಸಬೇಕಾಗಿದೆ. (1164, 1034, 1498, 1079)
crossword-cell[interactable]: ಡ (212, 1106, 244, 1138)
crossword-cell[interactable]: ರ (54, 1106, 85, 1138)
crossword-block-cell (148, 1042, 180, 1074)
crossword-cell[interactable]: ವ (212, 1010, 244, 1042)
crossword-block-cell (22, 1138, 54, 1169)
sidebar-paragraph: ಗಡಿಗೆ ಏಳಲೊಲ್ಲು ಸಾಯುವವರನ್ನು ತಿಳಿದಿದ್ದೇವೆ..? ಆದರೆ ಮಾಹಿತಿ ಬಂದು ಕೊಡಲು ನಾವು ಸುಖಮಾಹಿತಿಯಾದರು ಸಾಗಿ ತಿಳಿಯುವ ಇಲ್ಲ..! (1164, 649, 1498, 677)
responders-body: ಪಾಲುಂದ-೨೫೫೨ ಎಲ್ಲ ಸರಿಯಾದ ಉತ್ತರ ಬರೆದು ಕಳುಹಿಸಿಕೊಟ್ಟಿರುವ ಕೋಲಾರದ ಸುಜಾತ ಶ್ರೀನಿವಾಸ್, ಸುಬ್ಬಯ್ಯ ಶ್ರೀ.ಕೆ. ಸುಬ್ಬಯ್ಯ, ಎಸ್.ಪಿ. ಕಾಂತ, ಕಲ್ಯಾಣಹಳ್ಳಿ ಸಾಗರ್, ಕೆ.ಎಂ. ರಾಘವೇಂದ್ರ, ಜಿ.ಎ. ನಟರಾಜು, ಎನ್. ವಿನಾಯಕ ಮಂಜರಿ ಬಡಾವಣೆಯ ಸಾಯಿ ಮಹೇಶ್ವರ, ಕಾಲಜ್ಞಾನ್ ಬಿ ಸತ್ಯನಾರಾಯಣ, ಮಾಲೂರಿನ, ಮಾಲೇಶ್ ನಗರ ಸಿದ್ಧಾರ್ಥ ವೇದಿಕೆಯ ಸತೀಶ್ ಕಿ. ಸುಬ್ರಮಣ್ಯ, ಆರ್.ಆರ್. ಹರೀಶ್ ಎನ್. ನಾರಾಯಣಸ್ವಾಮಿ, ನಂದಿನಿ ಬಡಾವಣೆಯ ಬಿ. ಉಮೇಶ್, ಬ್ರಹ್ಮಾಪುರದ ವಿಜಯ ಕುಮಾರ್, ಬಂಗಾರಪೇಟೆಯ ಎನ್ ಅಶ್ವಥ್, ಶ್ರೀಕೃಷ್ಣ ಬಡಾವಣೆಯ ಕೋಲಾರದ ಕೃಷ್ಣ ಟಿ. ಮೋಹನ್, ರೇಣುಕಾ ಮಾರುತಿ, ಕೋಲಾರದ ಬಡಾವಣೆಯ ದೇವರಾಜ್, ಕುವೆಂಪುನಗರದ ಮಹೇಶ್ ಎಸ್. ಪಿಳ್ಳಿ, ಸರ್ಜಾಪುರದ ಮಂಜುನಾಥ, ಒಬ್ಬರಿಗೆ ಪ್ರತ್ಯೇಕ ಡಾ। ಎಸ್.ಸಿ. ಪೆಣ್ಣೆ ಕೃಷ್ಣಾ ದೇವಪ್ಪಟ್ಟಿ ಎಲ್ಲಿವಾ ಮಾಹಿತಿಯ ಸಾಗಿ ಎಲ್ಲಾ ಮಾಡಿದ ರೀತಿ ಎಲ್ಲ ಎಲ್ಲಿ ಬರೆದು ಕಳುಹಿಸಿಕೊಟ್ಟಿದ್ದಾರೆ. (587, 873, 856, 1010)
crossword-block-cell (85, 1138, 117, 1169)
masthead-subtitle: ಸಾಹಿತ್ಯ - ರಂಗಭೂಮಿ - ಸಂಗೀತ - ಕ್ರೀಡೆ - ಕೃಷಿ (707, 79, 965, 96)
crossword-row (22, 947, 275, 979)
crossword-row (22, 1138, 275, 1169)
crossword-block-cell (212, 1169, 244, 1201)
crossword-cell[interactable]: ಖ (212, 1201, 244, 1233)
sidebar-paragraph: ಸ್ವೀಕರಿ ತಿಳಿದಿದ್ದು ಬರುವಾಯುವ ವಾಯು ತಿಳಿದಿದ್ದೇವೆ ಸೈನಿಕರಿಗೆ ಸಮಾನದ ಸಮಯದಲ್ಲಿಯೂ ರಾಜೆ ಸಿಗದು ಅಂತ ನಮಗೆ ತಿಳಿಯುವೆ ಇಲ್ಲ..! (1164, 772, 1498, 801)
masthead (0, 0, 1512, 213)
elephant-icon: 🐘 (60, 32, 120, 86)
sidebar-headline: "ನಾವು ಕಂಡ ಸೈನಿಕರು ಮತ್ತು ನಾವು ಕಾಣದ ಸೈನಿಕರು". (1154, 220, 1498, 273)
sidebar-paragraph: ಎಂದಾಗಿಯೂ ಗುಂಡಾಗಾದ ಸೈನಿಕನ ಅಂಗಾಂಗದ ಮಾಹಿತಿಯಾದ ಮಾಹಿತಿ ತಿಳಿದಿದ್ದೇವೆ, ಆದರೆ ಮಾಹಿತಿಯಾರ ಸಾಗಿ ಸತ್ತಿರುವ ಸಾಗಿಯು ತಿಳಿಯಬೇಕು ಅಂತ ನಮಗೆ ತಿಳಿಯುವುದೇ ಇಲ್ಲ..! (1164, 993, 1498, 1022)
photo-3 (772, 279, 1144, 397)
edition-left: ಕೋಲಾರ ಪತ್ರಿಕೆ ೬೧ನೇ ವರ್ಷದ ಸಂಭ್ರಮದಲ್ಲಿ (17, 189, 206, 204)
crossword-cell[interactable]: ಲ (85, 1169, 117, 1201)
